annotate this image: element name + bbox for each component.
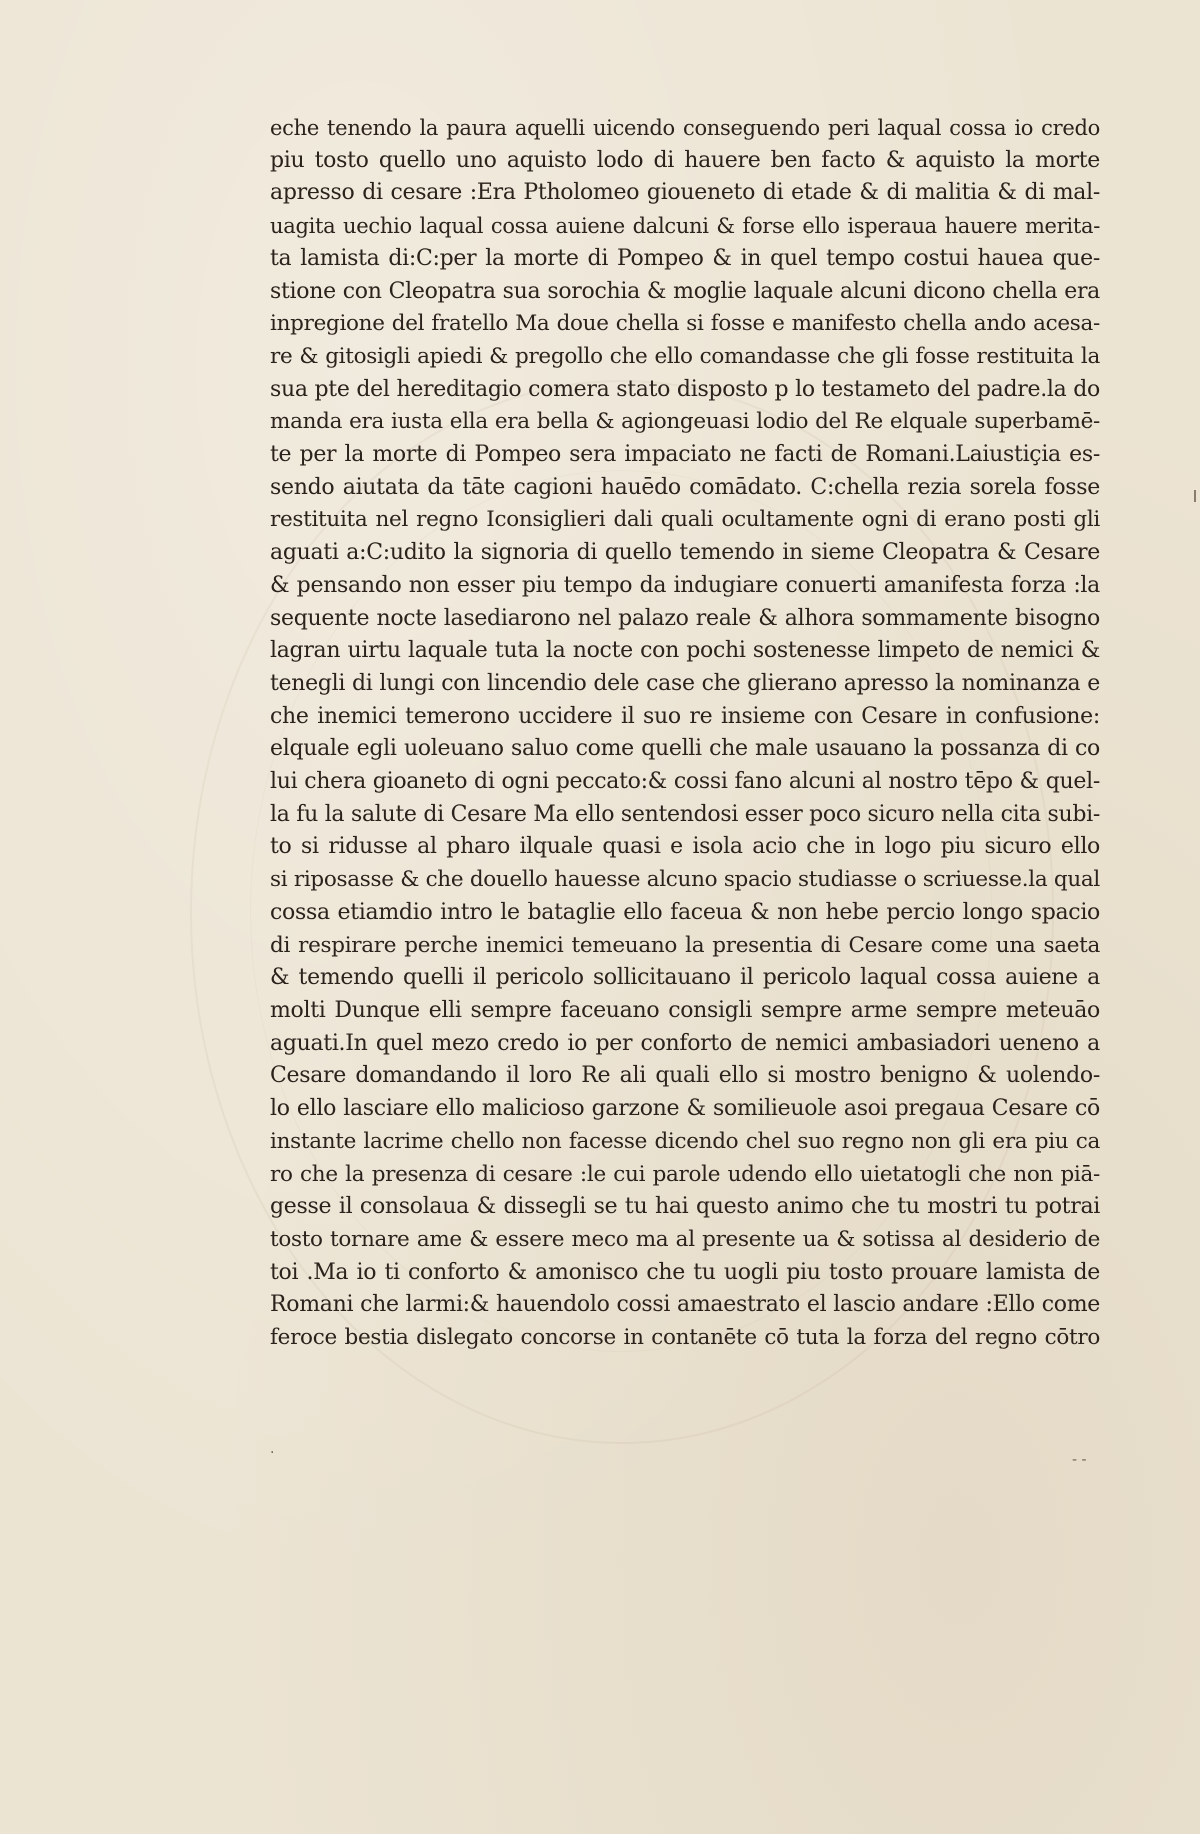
text-line: re & gitosigli apiedi & pregollo che ello comandasse che gli fosse restituita la: [270, 343, 1100, 369]
text-line: lagran uirtu laquale tuta la nocte con pochi sostenesse limpeto de nemici &: [270, 638, 1100, 664]
text-line: sua pte del hereditagio comera stato disposto p lo testameto del padre.la do: [270, 376, 1100, 402]
text-line: gesse il consolaua & dissegli se tu hai questo animo che tu mostri tu potrai: [270, 1194, 1100, 1220]
text-line: tenegli di lungi con lincendio dele case che glierano apresso la nominanza e: [270, 670, 1100, 696]
text-line: lo ello lasciare ello malicioso garzone & somilieuole asoi pregaua Cesare cō: [270, 1096, 1100, 1122]
text-line: aguati.In quel mezo credo io per conforto de nemici ambasiadori ueneno a: [270, 1030, 1100, 1056]
ink-speck: ·: [270, 1445, 275, 1461]
text-line: elquale egli uoleuano saluo come quelli che male usauano la possanza di co: [270, 736, 1100, 762]
text-line: ta lamista di:C:per la morte di Pompeo & in quel tempo costui hauea que-: [270, 245, 1100, 271]
text-line: instante lacrime chello non facesse dicendo chel suo regno non gli era piu ca: [270, 1128, 1100, 1154]
text-line: restituita nel regno Iconsiglieri dali quali ocultamente ogni di erano posti gli: [270, 507, 1100, 533]
text-line: ro che la presenza di cesare :le cui parole udendo ello uietatogli che non piā-: [270, 1161, 1100, 1187]
printed-text-block: [270, 112, 1100, 1355]
text-line: si riposasse & che douello hauesse alcuno spacio studiasse o scriuesse.la qual: [270, 867, 1100, 893]
text-line: toi .Ma io ti conforto & amonisco che tu uogli piu tosto prouare lamista de: [270, 1259, 1100, 1285]
edge-mark: [1194, 490, 1196, 502]
ink-speck: - -: [1072, 1452, 1087, 1468]
text-line: & temendo quelli il pericolo sollicitauano il pericolo laqual cossa auiene a: [270, 965, 1100, 991]
text-line: uagita uechio laqual cossa auiene dalcuni & forse ello isperaua hauere merita-: [270, 214, 1100, 239]
text-line: che inemici temerono uccidere il suo re insieme con Cesare in confusione:: [270, 703, 1100, 729]
text-line: te per la morte di Pompeo sera impaciato ne facti de Romani.Laiustiçia es-: [270, 442, 1100, 468]
text-line: cossa etiamdio intro le bataglie ello faceua & non hebe percio longo spacio: [270, 899, 1100, 925]
text-line: tosto tornare ame & essere meco ma al presente ua & sotissa al desiderio de: [270, 1226, 1100, 1252]
text-line: & pensando non esser piu tempo da indugiare conuerti amanifesta forza :la: [270, 572, 1100, 598]
text-line: sendo aiutata da tāte cagioni hauēdo comādato. C:chella rezia sorela fosse: [270, 474, 1100, 500]
text-line: molti Dunque elli sempre faceuano consigli sempre arme sempre meteuāo: [270, 997, 1100, 1023]
text-line: Romani che larmi:& hauendolo cossi amaestrato el lascio andare :Ello come: [270, 1292, 1100, 1318]
text-line: la fu la salute di Cesare Ma ello sentendosi esser poco sicuro nella cita subi-: [270, 801, 1100, 827]
text-line: sequente nocte lasediarono nel palazo reale & alhora sommamente bisogno: [270, 605, 1100, 631]
text-line: stione con Cleopatra sua sorochia & moglie laquale alcuni dicono chella era: [270, 278, 1100, 304]
text-line: Cesare domandando il loro Re ali quali ello si mostro benigno & uolendo-: [270, 1063, 1100, 1089]
text-line: aguati a:C:udito la signoria di quello temendo in sieme Cleopatra & Cesare: [270, 540, 1100, 566]
text-line: eche tenendo la paura aquelli uicendo conseguendo peri laqual cossa io credo: [270, 116, 1100, 140]
text-line: piu tosto quello uno aquisto lodo di hauere ben facto & aquisto la morte: [270, 147, 1100, 173]
text-line: apresso di cesare :Era Ptholomeo gioueneto di etade & di malitia & di mal-: [270, 180, 1100, 206]
text-line: lui chera gioaneto di ogni peccato:& cossi fano alcuni al nostro tēpo & quel-: [270, 769, 1100, 795]
text-line: inpregione del fratello Ma doue chella si fosse e manifesto chella ando acesa-: [270, 311, 1100, 337]
text-line: manda era iusta ella era bella & agiongeuasi lodio del Re elquale superbamē-: [270, 409, 1100, 435]
text-line: feroce bestia dislegato concorse in contanēte cō tuta la forza del regno cōtro: [270, 1325, 1100, 1351]
text-line: di respirare perche inemici temeuano la presentia di Cesare come una saeta: [270, 932, 1100, 958]
text-line: to si ridusse al pharo ilquale quasi e isola acio che in logo piu sicuro ello: [270, 834, 1100, 860]
